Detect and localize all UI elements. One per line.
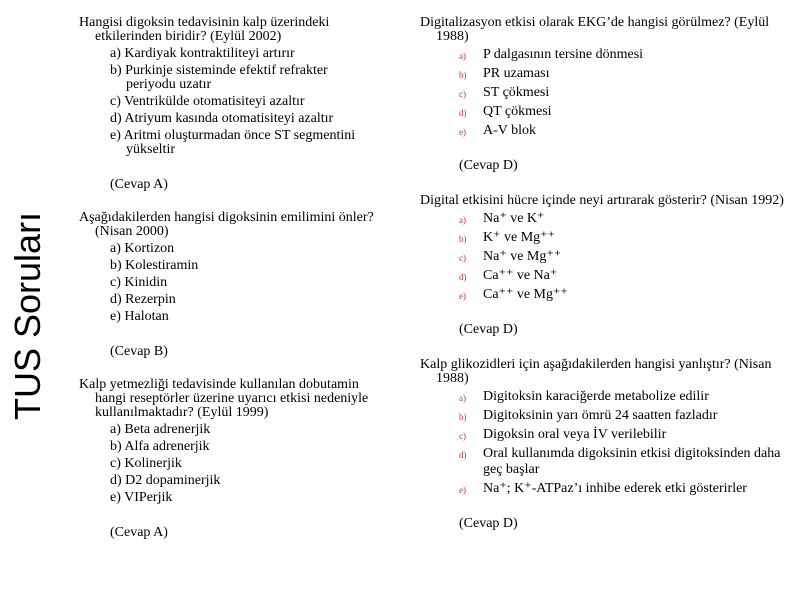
option-letter: c) [110,275,121,290]
question-block [79,16,379,193]
option-letter: e) [459,291,466,301]
answer-text: (Cevap B) [110,344,168,359]
option-item [110,293,379,307]
option-item [110,457,379,471]
question-block [79,378,379,541]
option-text: QT çökmesi [483,104,552,119]
option-letter: d) [110,292,122,307]
option-text: A-V blok [483,123,537,138]
option-text: P dalgasının tersine dönmesi [483,47,644,62]
option-text: PR uzaması [483,66,550,81]
option-text: Digitoksinin yarı ömrü 24 saatten fazladır [483,408,718,423]
option-text: Halotan [124,309,169,324]
option-letter: c) [459,431,466,441]
option-item [110,259,379,273]
option-item [459,389,790,405]
option-letter: d) [459,450,467,460]
option-item [459,249,790,265]
option-item [459,446,790,478]
left-column [79,16,379,541]
option-letter: d) [459,272,467,282]
option-item [459,230,790,246]
option-letter: a) [110,422,121,437]
option-text: Kortizon [124,241,175,256]
answer-text: (Cevap D) [459,158,518,173]
option-item [459,287,790,303]
option-text: D2 dopaminerjik [125,473,221,488]
question-stem: Digital etkisini hücre içinde neyi artırarak gösterir? (Nisan 1992) [420,193,784,208]
question-stem: Hangisi digoksin tedavisinin kalp üzerindeki etkilerinden biridir? (Eylül 2002) [79,15,330,44]
question-block [79,211,379,360]
option-item [110,423,379,437]
option-item [459,47,790,63]
option-text: Kardiyak kontraktiliteyi artırır [124,46,295,61]
option-text: Beta adrenerjik [124,422,211,437]
option-letter: e) [110,309,121,324]
option-letter: a) [110,46,121,61]
option-letter: c) [110,94,121,109]
right-column [420,16,790,532]
question-stem: Digitalizasyon etkisi olarak EKG’de hangisi görülmez? (Eylül 1988) [420,15,770,44]
option-text: Ca⁺⁺ ve Mg⁺⁺ [483,287,568,302]
option-list [79,47,379,157]
option-item [110,112,379,126]
option-item [459,481,790,497]
option-letter: b) [110,439,122,454]
question-block [420,358,790,532]
option-letter: c) [459,89,466,99]
answer-text: (Cevap A) [110,177,168,192]
option-item [110,474,379,488]
option-item [110,242,379,256]
option-letter: e) [110,128,121,143]
option-text: Kolestiramin [125,258,199,273]
option-item [459,211,790,227]
option-item [110,310,379,324]
question-block [420,16,790,174]
option-letter: a) [110,241,121,256]
option-text: ST çökmesi [483,85,550,100]
option-item [459,66,790,82]
option-text: Na⁺ ve K⁺ [483,211,545,226]
side-title: TUS Soruları [7,211,48,420]
option-item [459,123,790,139]
answer-text: (Cevap D) [459,516,518,531]
option-text: Rezerpin [125,292,176,307]
option-text: Kinidin [124,275,168,290]
option-item [110,440,379,454]
option-text: Atriyum kasında otomatisiteyi azaltır [124,111,334,126]
option-text: Oral kullanımda digoksinin etkisi digitoksinden daha geç başlar [483,446,781,477]
option-letter: a) [459,51,466,61]
option-text: Digoksin oral veya İV verilebilir [483,427,667,442]
option-letter: c) [459,253,466,263]
option-list [420,47,790,139]
option-text: Ventrikülde otomatisiteyi azaltır [124,94,305,109]
answer-text: (Cevap A) [110,525,168,540]
option-letter: e) [110,490,121,505]
question-block [420,194,790,338]
option-text: Ca⁺⁺ ve Na⁺ [483,268,558,283]
option-letter: a) [459,393,466,403]
option-item [110,276,379,290]
option-item [110,64,379,92]
question-stem: Kalp glikozidleri için aşağıdakilerden hangisi yanlıştır? (Nisan 1988) [420,357,772,386]
option-text: Purkinje sisteminde efektif refrakter periyodu uzatır [125,63,328,92]
option-letter: b) [110,258,122,273]
option-text: Na⁺ ve Mg⁺⁺ [483,249,562,264]
option-item [459,85,790,101]
option-letter: e) [459,127,466,137]
question-stem: Kalp yetmezliği tedavisinde kullanılan dobutamin hangi reseptörler üzerine uyarıcı etkisi nedeniyle kullanılmaktadır? (Eylül 1999) [79,377,369,420]
option-letter: b) [459,412,467,422]
option-item [110,47,379,61]
option-letter: d) [110,473,122,488]
option-list [420,211,790,303]
option-letter: d) [110,111,122,126]
question-stem: Aşağıdakilerden hangisi digoksinin emilimini önler? (Nisan 2000) [79,210,374,239]
option-letter: e) [459,485,466,495]
option-letter: a) [459,215,466,225]
option-text: VIPerjik [124,490,173,505]
option-item [110,95,379,109]
option-list [79,242,379,324]
option-letter: b) [459,70,467,80]
option-item [459,427,790,443]
option-letter: d) [459,108,467,118]
option-text: K⁺ ve Mg⁺⁺ [483,230,555,245]
option-text: Alfa adrenerjik [124,439,210,454]
option-letter: b) [110,63,122,78]
option-list [420,389,790,497]
option-item [110,491,379,505]
option-letter: b) [459,234,467,244]
option-letter: c) [110,456,121,471]
option-item [459,268,790,284]
option-item [459,104,790,120]
option-item [110,129,379,157]
option-text: Aritmi oluşturmadan önce ST segmentini yükseltir [123,128,356,157]
option-item [459,408,790,424]
option-text: Na⁺; K⁺-ATPaz’ı inhibe ederek etki gösterirler [483,481,747,496]
option-text: Kolinerjik [124,456,182,471]
option-list [79,423,379,505]
answer-text: (Cevap D) [459,322,518,337]
option-text: Digitoksin karaciğerde metabolize edilir [483,389,709,404]
